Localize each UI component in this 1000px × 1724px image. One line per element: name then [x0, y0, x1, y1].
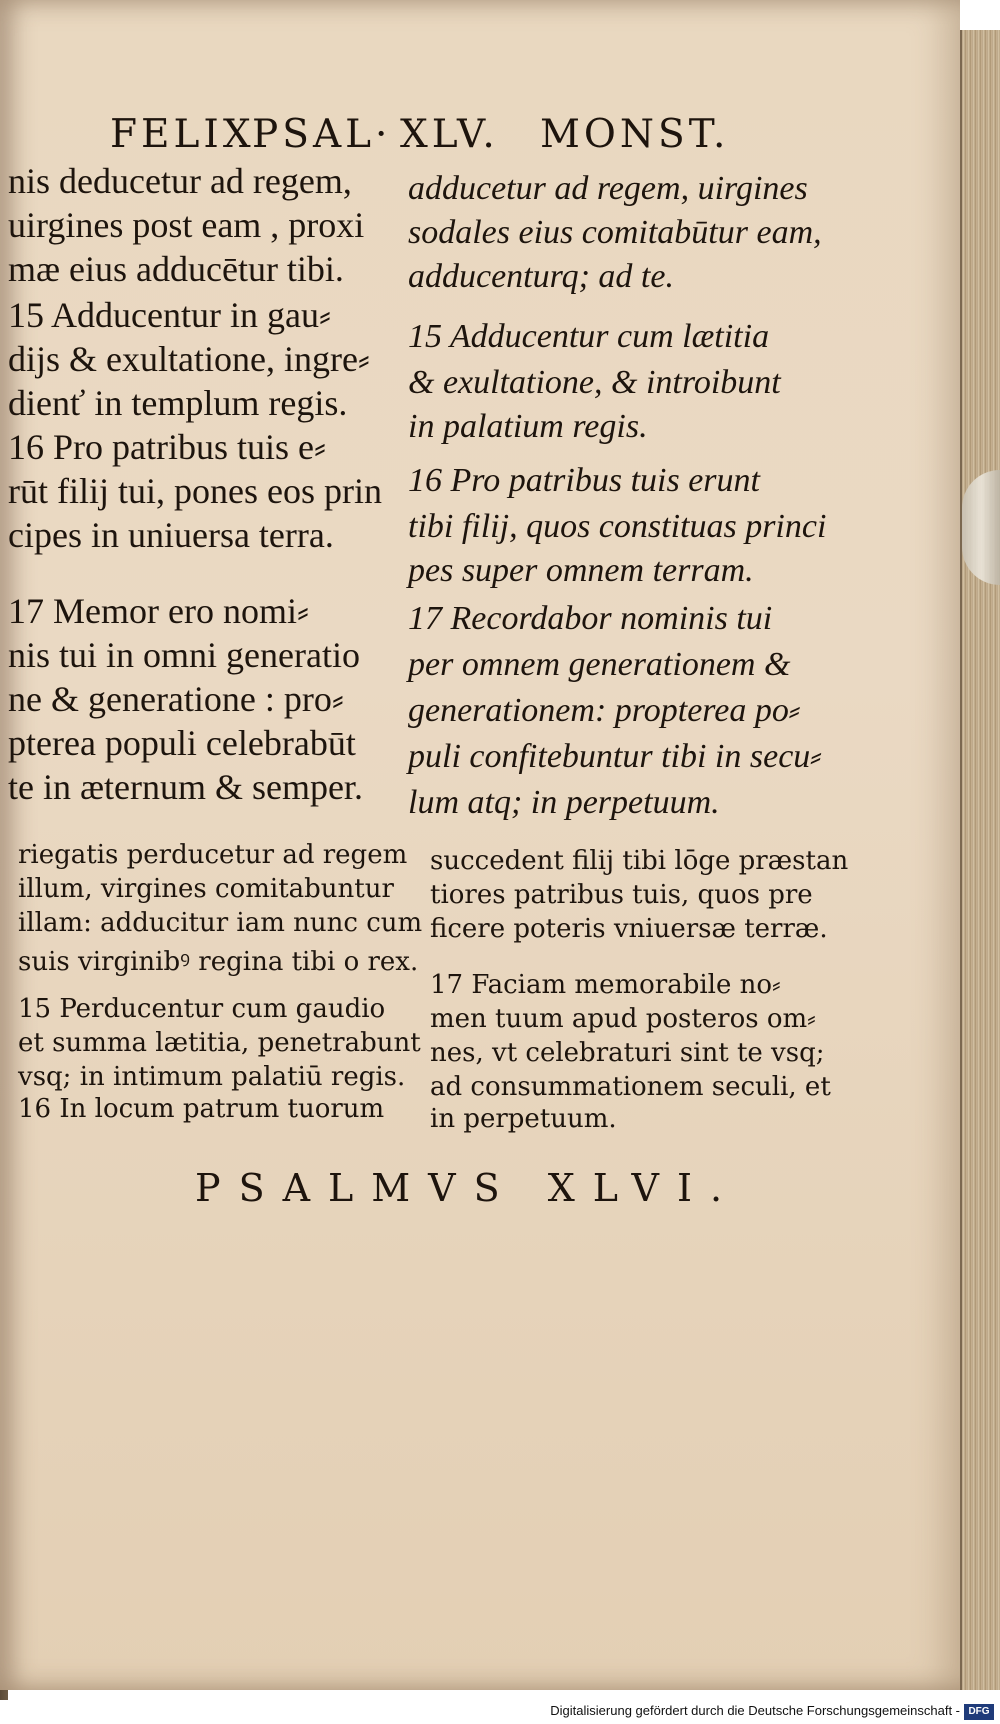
text-line: nis tui in omni generatio	[8, 635, 360, 675]
text-line: mæ eius adducētur tibi.	[8, 249, 344, 289]
text-line: illam: adducitur iam nunc cum	[18, 908, 423, 938]
text-line: ficere poteris vniuersæ terræ.	[430, 914, 828, 944]
text-line: 16 Pro patribus tuis e⸗	[8, 427, 326, 467]
text-line: dijs & exultatione, ingre⸗	[8, 339, 370, 379]
text-line: in perpetuum.	[430, 1104, 617, 1134]
text-line: 15 Perducentur cum gaudio	[18, 994, 386, 1024]
text-line: sodales eius comitabūtur eam,	[408, 214, 822, 251]
psalm-title: PSALMVS XLVI.	[195, 1166, 741, 1210]
digitization-credit: Digitalisierung gefördert durch die Deutsche Forschungsgemeinschaft -	[550, 1703, 960, 1718]
text-line: lum atq; in perpetuum.	[408, 784, 720, 821]
text-line: tiores patribus tuis, quos pre	[430, 880, 813, 910]
text-line: ne & generatione : pro⸗	[8, 679, 344, 719]
text-line: 15 Adducentur in gau⸗	[8, 295, 331, 335]
text-line: 17 Memor ero nomi⸗	[8, 591, 309, 631]
text-line: nis deducetur ad regem,	[8, 161, 352, 201]
text-line: succedent filij tibi lōge præstan	[430, 846, 849, 876]
text-line: nes, vt celebraturi sint te vsq;	[430, 1038, 825, 1068]
text-line: 16 Pro patribus tuis erunt	[408, 462, 760, 499]
text-line: puli confitebuntur tibi in secu⸗	[408, 738, 822, 775]
text-line: vsq; in intimum palatiū regis.	[18, 1062, 406, 1092]
text-line: pterea populi celebrabūt	[8, 723, 356, 763]
text-line: ad consummationem seculi, et	[430, 1072, 831, 1102]
text-line: adducetur ad regem, uirgines	[408, 170, 808, 207]
text-line: 17 Recordabor nominis tui	[408, 600, 773, 637]
text-line: men tuum apud posteros om⸗	[430, 1004, 816, 1034]
header-right: MONST.	[540, 112, 730, 157]
text-line: et summa lætitia, penetrabunt	[18, 1028, 421, 1058]
text-line: 17 Faciam memorabile no⸗	[430, 970, 781, 1000]
text-line: illum, virgines comitabuntur	[18, 874, 394, 904]
book-fore-edge	[960, 30, 1000, 1690]
page-clip	[962, 470, 1000, 585]
text-line: in palatium regis.	[408, 408, 648, 445]
text-line: 15 Adducentur cum lætitia	[408, 318, 770, 355]
text-line: & exultatione, & introibunt	[408, 364, 781, 401]
header-center-left: PSAL·	[252, 112, 392, 157]
text-line: dienť in templum regis.	[8, 383, 348, 423]
header-left: FELIX	[110, 112, 255, 157]
text-line: generationem: propterea po⸗	[408, 692, 801, 729]
header-center-right: XLV.	[400, 112, 499, 157]
text-line: 16 In locum patrum tuorum	[18, 1094, 385, 1124]
text-line: tibi filij, quos constituas princi	[408, 508, 827, 545]
text-line: te in æternum & semper.	[8, 767, 363, 807]
text-line: pes super omnem terram.	[408, 552, 754, 589]
text-line: riegatis perducetur ad regem	[18, 840, 408, 870]
text-line: adducenturq; ad te.	[408, 258, 674, 295]
text-line: cipes in uniuersa terra.	[8, 515, 334, 555]
dfg-logo: DFG	[964, 1704, 994, 1720]
text-line: per omnem generationem &	[408, 646, 791, 683]
text-line: suis virginibꝰ regina tibi o rex.	[18, 947, 419, 977]
text-line: uirgines post eam , proxi	[8, 205, 365, 245]
text-line: rūt filij tui, pones eos prin	[8, 471, 382, 511]
